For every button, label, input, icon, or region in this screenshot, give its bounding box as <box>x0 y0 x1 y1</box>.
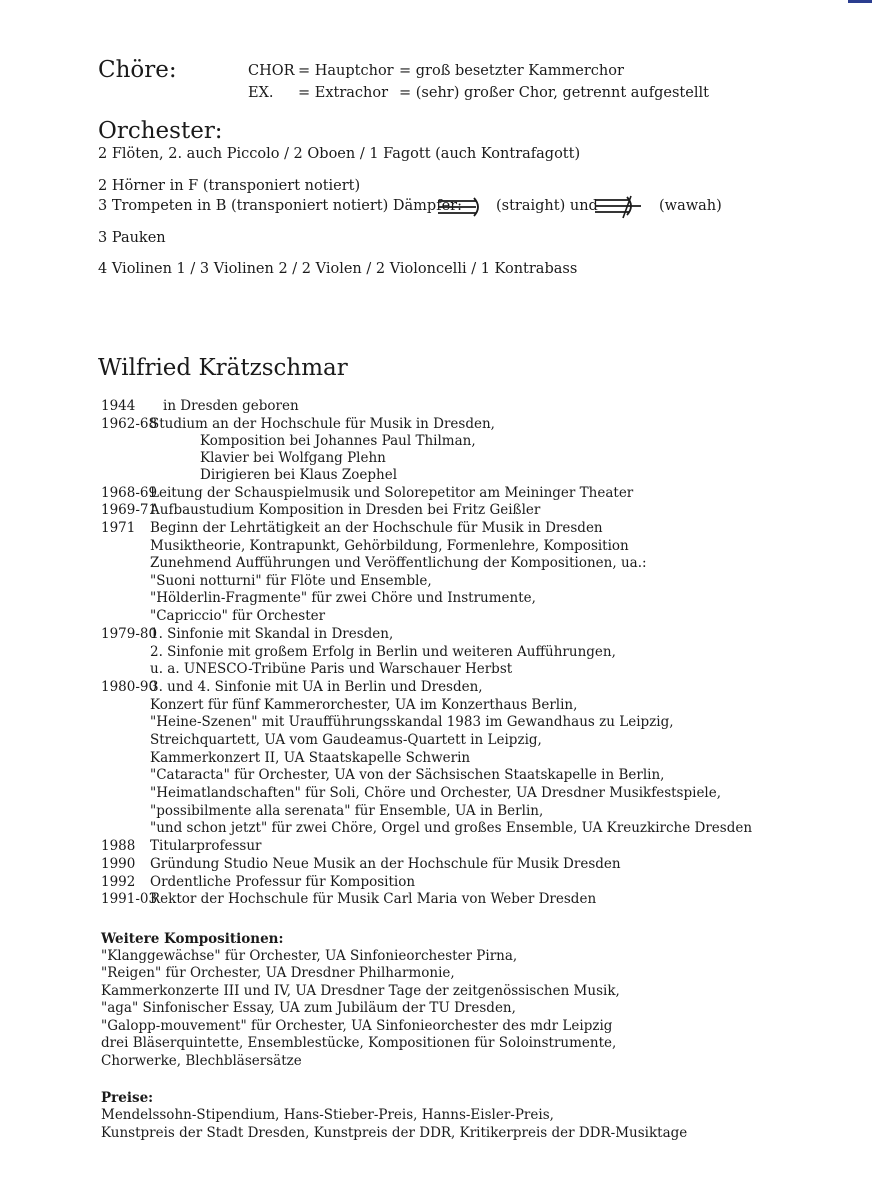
bio-text: "Capriccio" für Orchester <box>150 608 326 624</box>
weitere-line: "Reigen" für Orchester, UA Dresdner Philharmonie, <box>101 965 455 981</box>
bio-text: Klavier bei Wolfgang Plehn <box>200 450 386 466</box>
mute-wawah-label: (wawah) <box>659 198 722 214</box>
bio-year: 1980-90 <box>101 679 158 695</box>
orchester-woodwinds: 2 Flöten, 2. auch Piccolo / 2 Oboen / 1 Fagott (auch Kontrafagott) <box>98 146 581 162</box>
weitere-line: Chorwerke, Blechbläsersätze <box>101 1053 302 1069</box>
bio-text: Kammerkonzert II, UA Staatskapelle Schwerin <box>150 750 471 766</box>
ex-abbr: EX. <box>248 85 274 101</box>
chor-eq: = Hauptchor <box>298 63 394 79</box>
bio-text: "Cataracta" für Orchester, UA von der Sächsischen Staatskapelle in Berlin, <box>150 767 665 783</box>
bio-text: Zunehmend Aufführungen und Veröffentlichung der Kompositionen, ua.: <box>150 555 647 571</box>
preise-line: Kunstpreis der Stadt Dresden, Kunstpreis der DDR, Kritikerpreis der DDR-Musiktage <box>101 1125 688 1141</box>
bio-year: 1971 <box>101 520 136 536</box>
bio-text: 3. und 4. Sinfonie mit UA in Berlin und Dresden, <box>150 679 483 695</box>
bio-year: 1990 <box>101 856 136 872</box>
orchester-timpani: 3 Pauken <box>98 230 166 246</box>
bio-text: Gründung Studio Neue Musik an der Hochschule für Musik Dresden <box>150 856 621 872</box>
orchester-heading: Orchester: <box>98 118 223 144</box>
bio-text: "Heimatlandschaften" für Soli, Chöre und Orchester, UA Dresdner Musikfestspiele, <box>150 785 722 801</box>
bio-text: "und schon jetzt" für zwei Chöre, Orgel und großes Ensemble, UA Kreuzkirche Dresden <box>150 820 753 836</box>
bio-text: Aufbaustudium Komposition in Dresden bei Fritz Geißler <box>150 502 541 518</box>
bio-text: in Dresden geboren <box>163 398 299 414</box>
preise-heading: Preise: <box>101 1090 154 1106</box>
bio-heading: Wilfried Krätzschmar <box>98 355 348 381</box>
bio-year: 1969-71 <box>101 502 158 518</box>
bio-year: 1988 <box>101 838 136 854</box>
chor-desc: = groß besetzter Kammerchor <box>399 63 624 79</box>
bio-year: 1944 <box>101 398 136 414</box>
preise-line: Mendelssohn-Stipendium, Hans-Stieber-Preis, Hanns-Eisler-Preis, <box>101 1107 554 1123</box>
bio-text: Studium an der Hochschule für Musik in Dresden, <box>150 416 495 432</box>
bio-year: 1968-69 <box>101 485 158 501</box>
bio-text: Beginn der Lehrtätigkeit an der Hochschule für Musik in Dresden <box>150 520 603 536</box>
bio-text: "Suoni notturni" für Flöte und Ensemble, <box>150 573 432 589</box>
orchester-strings: 4 Violinen 1 / 3 Violinen 2 / 2 Violen / 2 Violoncelli / 1 Kontrabass <box>98 261 578 277</box>
weitere-line: "aga" Sinfonischer Essay, UA zum Jubiläum der TU Dresden, <box>101 1000 516 1016</box>
weitere-heading: Weitere Kompositionen: <box>101 931 284 947</box>
bio-text: Musiktheorie, Kontrapunkt, Gehörbildung, Formenlehre, Komposition <box>150 538 629 554</box>
bio-year: 1962-68 <box>101 416 158 432</box>
chor-abbr: CHOR <box>248 63 295 79</box>
bio-text: Ordentliche Professur für Komposition <box>150 874 416 890</box>
bio-text: u. a. UNESCO-Tribüne Paris und Warschauer Herbst <box>150 661 513 677</box>
bio-year: 1991-03 <box>101 891 158 907</box>
ex-eq: = Extrachor <box>298 85 389 101</box>
bio-text: Dirigieren bei Klaus Zoephel <box>200 467 398 483</box>
bio-text: Leitung der Schauspielmusik und Solorepetitor am Meininger Theater <box>150 485 634 501</box>
bio-text: "Heine-Szenen" mit Uraufführungsskandal 1983 im Gewandhaus zu Leipzig, <box>150 714 674 730</box>
bio-year: 1992 <box>101 874 136 890</box>
bio-text: "possibilmente alla serenata" für Ensemble, UA in Berlin, <box>150 803 544 819</box>
bio-text: "Hölderlin-Fragmente" für zwei Chöre und Instrumente, <box>150 590 536 606</box>
weitere-line: "Klanggewächse" für Orchester, UA Sinfonieorchester Pirna, <box>101 948 518 964</box>
orchester-trumpets: 3 Trompeten in B (transponiert notiert) Dämpfer: <box>98 198 462 214</box>
bio-text: Komposition bei Johannes Paul Thilman, <box>200 433 476 449</box>
ex-desc: = (sehr) großer Chor, getrennt aufgestellt <box>399 85 709 101</box>
orchester-horns: 2 Hörner in F (transponiert notiert) <box>98 178 361 194</box>
bio-text: 1. Sinfonie mit Skandal in Dresden, <box>150 626 394 642</box>
bio-text: Streichquartett, UA vom Gaudeamus-Quartett in Leipzig, <box>150 732 542 748</box>
weitere-line: Kammerkonzerte III und IV, UA Dresdner Tage der zeitgenössischen Musik, <box>101 983 620 999</box>
bio-text: Konzert für fünf Kammerorchester, UA im Konzerthaus Berlin, <box>150 697 578 713</box>
weitere-line: "Galopp-mouvement" für Orchester, UA Sinfonieorchester des mdr Leipzig <box>101 1018 613 1034</box>
bio-text: Titularprofessur <box>150 838 262 854</box>
weitere-line: drei Bläserquintette, Ensemblestücke, Kompositionen für Soloinstrumente, <box>101 1035 617 1051</box>
bio-year: 1979-80 <box>101 626 158 642</box>
mute-straight-label: (straight) und <box>496 198 598 214</box>
bio-text: Rektor der Hochschule für Musik Carl Maria von Weber Dresden <box>150 891 597 907</box>
bio-text: 2. Sinfonie mit großem Erfolg in Berlin und weiteren Aufführungen, <box>150 644 616 660</box>
wawah-mute-icon <box>593 194 645 220</box>
straight-mute-icon <box>436 196 482 218</box>
choere-heading: Chöre: <box>98 57 177 83</box>
scan-edge-mark <box>848 0 872 3</box>
